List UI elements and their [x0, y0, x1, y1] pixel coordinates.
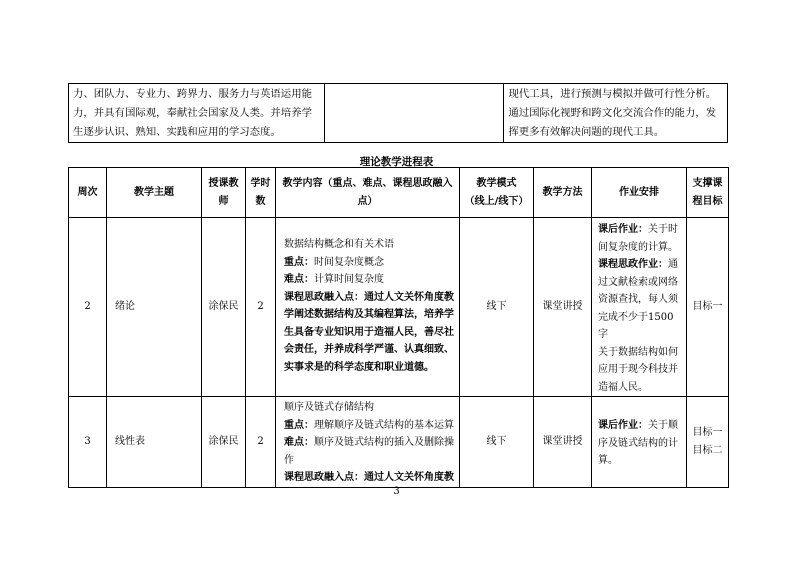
- content-title: 数据结构概念和有关术语: [284, 239, 394, 250]
- key-text: 时间复杂度概念: [314, 256, 384, 268]
- schedule-table: [68, 167, 729, 488]
- left-line: 生逐步认识、熟知、实践和应用的学习态度。: [73, 126, 281, 138]
- difficulty-label: 难点：: [284, 437, 314, 448]
- ideology-line: 生具备专业知识用于造福人民，善尽社: [284, 326, 454, 338]
- difficulty-text: 计算时间复杂度: [314, 274, 384, 285]
- homework-line: 关于数据结构如何: [598, 346, 678, 358]
- goal-item: 目标一: [692, 301, 723, 313]
- table-row: [69, 218, 729, 397]
- ideology-label: 课程思政融入点：: [284, 291, 364, 303]
- header-method: 教学方法: [534, 168, 592, 218]
- right-line: 通过国际化视野和跨文化交流合作的能力，发: [508, 107, 717, 119]
- hours-cell: 2: [246, 397, 276, 488]
- ideology-label: 课程思政融入点：: [284, 472, 364, 483]
- topic-cell: 绪论: [107, 218, 202, 397]
- ideology-homework-label: 课程思政作业：: [598, 259, 668, 270]
- content-cell: [276, 218, 460, 397]
- week-cell: 2: [69, 218, 107, 397]
- ideology-line: 实事求是的科学态度和职业道德。: [284, 361, 434, 373]
- header-homework: 作业安排: [592, 168, 687, 218]
- goal-item: 目标一: [692, 427, 723, 439]
- content-cell: [276, 397, 460, 488]
- teacher-cell: 涂保民: [202, 397, 246, 488]
- page-number: 3: [393, 486, 400, 497]
- header-hours: 学时 数: [246, 168, 276, 218]
- key-text: 理解顺序及链式结构的基本运算: [314, 419, 454, 431]
- homework-line: 应用于现今科技并: [598, 364, 678, 375]
- homework-line: 序及链式结构的计: [598, 437, 678, 449]
- objective-right-cell: [504, 84, 728, 143]
- homework-label: 课后作业：: [598, 224, 648, 235]
- header-teacher: 授课教 师: [202, 168, 246, 218]
- header-week: 周次: [69, 168, 107, 218]
- right-line: 挥更多有效解决问题的现代工具。: [508, 126, 665, 138]
- right-line: 现代工具，进行预测与模拟并做可行性分析。: [508, 88, 717, 100]
- ideology-line: 学阐述数据结构及其编程算法，培养学: [284, 309, 454, 320]
- ideology-line: 通过人文关怀角度教: [364, 472, 454, 483]
- homework-line: 造福人民。: [598, 381, 648, 393]
- ideology-line: 会责任，并养成科学严谨、认真细致、: [284, 344, 454, 355]
- week-cell: 3: [69, 397, 107, 488]
- difficulty-text: 顺序及链式结构的插入及删除操: [314, 437, 454, 448]
- homework-line: 关于顺: [648, 420, 678, 431]
- goals-cell: [687, 218, 729, 397]
- goal-item: 目标二: [692, 444, 723, 456]
- header-mode: 教学模式 （线上/线下）: [460, 168, 534, 218]
- homework-line: 过文献检索或网络: [598, 276, 678, 288]
- goals-cell: [687, 397, 729, 488]
- mode-cell: 线下: [460, 397, 534, 488]
- homework-line: 通: [668, 259, 678, 270]
- header-content: 教学内容（重点、难点、课程思政融入 点）: [276, 168, 460, 218]
- method-cell: 课堂讲授: [534, 218, 592, 397]
- ideology-line: 通过人文关怀角度教: [364, 291, 454, 303]
- difficulty-label: 难点：: [284, 274, 314, 285]
- homework-line: 完成不少于1500字: [598, 311, 674, 340]
- mode-cell: 线下: [460, 218, 534, 397]
- topic-cell: 线性表: [107, 397, 202, 488]
- content-title: 顺序及链式存储结构: [284, 402, 374, 413]
- homework-line: 关于时: [648, 224, 678, 235]
- schedule-title: 理论教学进程表: [359, 156, 434, 168]
- homework-label: 课后作业：: [598, 420, 648, 431]
- left-line: 力，并具有国际观，奉献社会国家及人类。并培养学: [73, 107, 312, 119]
- difficulty-text: 作: [284, 454, 294, 466]
- header-topic: 教学主题: [107, 168, 202, 218]
- table-row: [69, 397, 729, 488]
- left-line: 力、团队力、专业力、跨界力、服务力与英语运用能: [73, 88, 312, 100]
- objectives-continuation-table: [68, 83, 728, 143]
- teacher-cell: 涂保民: [202, 218, 246, 397]
- objective-left-cell: [69, 84, 325, 143]
- homework-line: 算。: [598, 455, 618, 466]
- homework-cell: [592, 397, 687, 488]
- key-label: 重点：: [284, 256, 314, 268]
- header-goals: 支撑课 程目标: [687, 168, 729, 218]
- objective-middle-cell: [324, 84, 504, 143]
- key-label: 重点：: [284, 419, 314, 431]
- homework-cell: [592, 218, 687, 397]
- homework-line: 资源查找，每人须: [598, 294, 678, 305]
- hours-cell: 2: [246, 218, 276, 397]
- method-cell: 课堂讲授: [534, 397, 592, 488]
- header-row: [69, 168, 729, 218]
- homework-line: 间复杂度的计算。: [598, 241, 678, 253]
